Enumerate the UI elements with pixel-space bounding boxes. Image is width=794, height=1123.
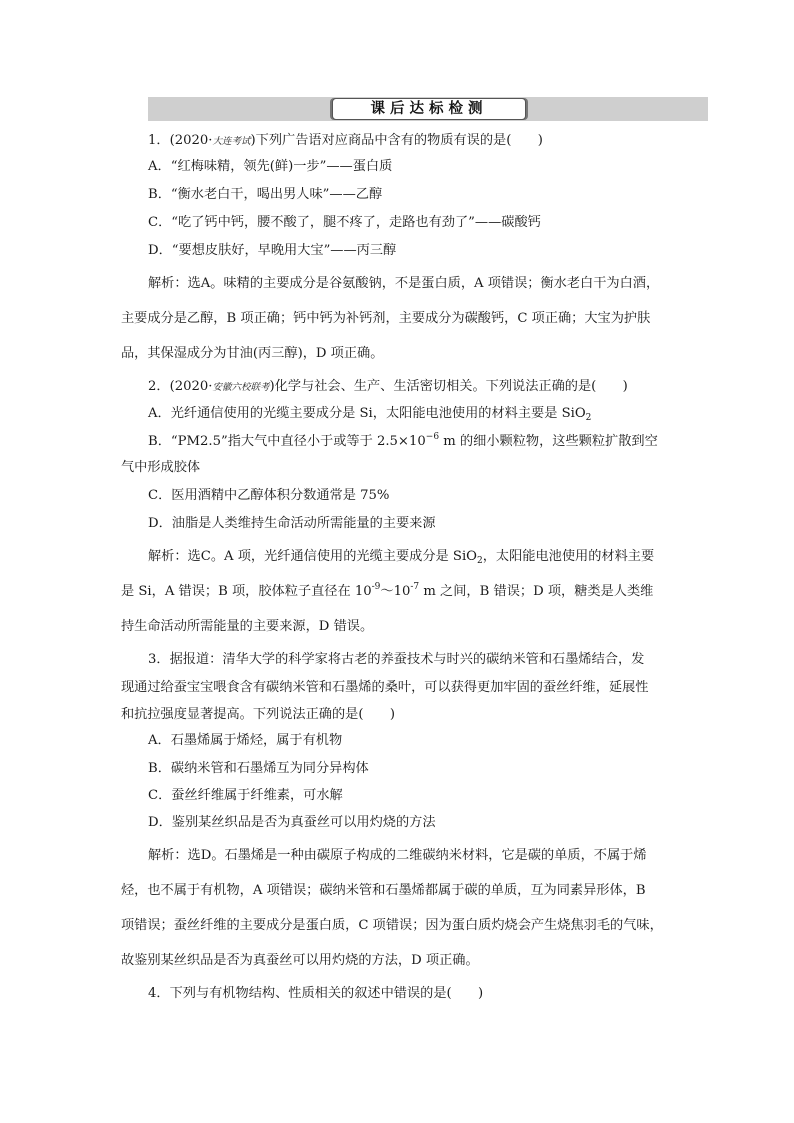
question-1-stem: 1．(2020·大连考试)下列广告语对应商品中含有的物质有误的是( ) <box>148 133 543 148</box>
question-2-source: 安徽六校联考 <box>212 382 270 393</box>
question-2-option-c: C．医用酒精中乙醇体积分数通常是 75% <box>148 488 390 503</box>
question-1-source: 大连考试 <box>212 136 251 147</box>
question-3-option-d: D．鉴别某丝织品是否为真蚕丝可以用灼烧的方法 <box>148 815 436 830</box>
question-3-analysis-line: 烃，也不属于有机物，A 项错误；碳纳米管和石墨烯都属于碳的单质，互为同素异形体，B <box>121 883 646 898</box>
question-2-option-a: A．光纤通信使用的光缆主要成分是 Si，太阳能电池使用的材料主要是 SiO$_2$ <box>148 406 592 423</box>
question-1-option-d: D．“要想皮肤好，早晚用大宝”——丙三醇 <box>148 243 397 258</box>
question-2-analysis-line: 持生命活动所需能量的主要来源，D 错误。 <box>121 619 374 634</box>
question-3-option-b: B．碳纳米管和石墨烯互为同分异构体 <box>148 761 369 776</box>
question-3-option-a: A．石墨烯属于烯烃，属于有机物 <box>148 733 343 748</box>
question-3-stem: 和抗拉强度显著提高。下列说法正确的是( ) <box>121 707 396 722</box>
section-title: 课后达标检测 <box>332 98 526 120</box>
question-2-analysis-line: 解析：选C。A 项，光纤通信使用的光缆主要成分是 SiO$_2$，太阳能电池使用的材料主要 <box>148 549 655 566</box>
question-3-analysis-line: 项错误；蚕丝纤维的主要成分是蛋白质，C 项错误；因为蛋白质灼烧会产生烧焦羽毛的气味， <box>121 918 663 933</box>
section-banner <box>148 97 708 121</box>
question-3-stem: 3．据报道：清华大学的科学家将古老的养蚕技术与时兴的碳纳米管和石墨烯结合，发 <box>148 652 645 667</box>
question-3-analysis-line: 故鉴别某丝织品是否为真蚕丝可以用灼烧的方法，D 项正确。 <box>121 953 479 968</box>
question-2-option-b: B．“PM2.5”指大气中直径小于或等于 $2.5\times 10^{-6}$ m 的细小颗粒物，这些颗粒扩散到空 <box>148 432 658 449</box>
question-4-stem: 4．下列与有机物结构、性质相关的叙述中错误的是( ) <box>148 986 484 1001</box>
question-2-analysis-line: 是 Si，A 错误；B 项，胶体粒子直径在 $10^{-9}\sim 10^{-7}$ m 之间，B 错误；D 项，糖类是人类维 <box>121 582 654 599</box>
question-1-analysis-line: 主要成分是乙醇，B 项正确；钙中钙为补钙剂，主要成分为碳酸钙，C 项正确；大宝为护肤 <box>121 311 651 326</box>
question-1-option-b: B．“衡水老白干，喝出男人味”——乙醇 <box>148 187 383 202</box>
question-1-option-a: A．“红梅味精，领先(鲜)一步”——蛋白质 <box>148 159 393 174</box>
question-1-analysis-line: 品，其保湿成分为甘油(丙三醇)，D 项正确。 <box>121 346 384 361</box>
question-1-option-c: C．“吃了钙中钙，腰不酸了，腿不疼了，走路也有劲了”——碳酸钙 <box>148 215 541 230</box>
question-1-analysis-line: 解析：选A。味精的主要成分是谷氨酸钠，不是蛋白质，A 项错误；衡水老白干为白酒， <box>148 276 660 291</box>
question-2-option-d: D．油脂是人类维持生命活动所需能量的主要来源 <box>148 516 436 531</box>
question-3-option-c: C．蚕丝纤维属于纤维素，可水解 <box>148 788 343 803</box>
question-3-analysis-line: 解析：选D。石墨烯是一种由碳原子构成的二维碳纳米材料，它是碳的单质，不属于烯 <box>148 848 647 863</box>
question-2-option-b-cont: 气中形成胶体 <box>121 460 201 475</box>
question-2-stem: 2．(2020·安徽六校联考)化学与社会、生产、生活密切相关。下列说法正确的是( ) <box>148 379 628 394</box>
question-3-stem: 现通过给蚕宝宝喂食含有碳纳米管和石墨烯的桑叶，可以获得更加牢固的蚕丝纤维，延展性 <box>121 680 649 695</box>
